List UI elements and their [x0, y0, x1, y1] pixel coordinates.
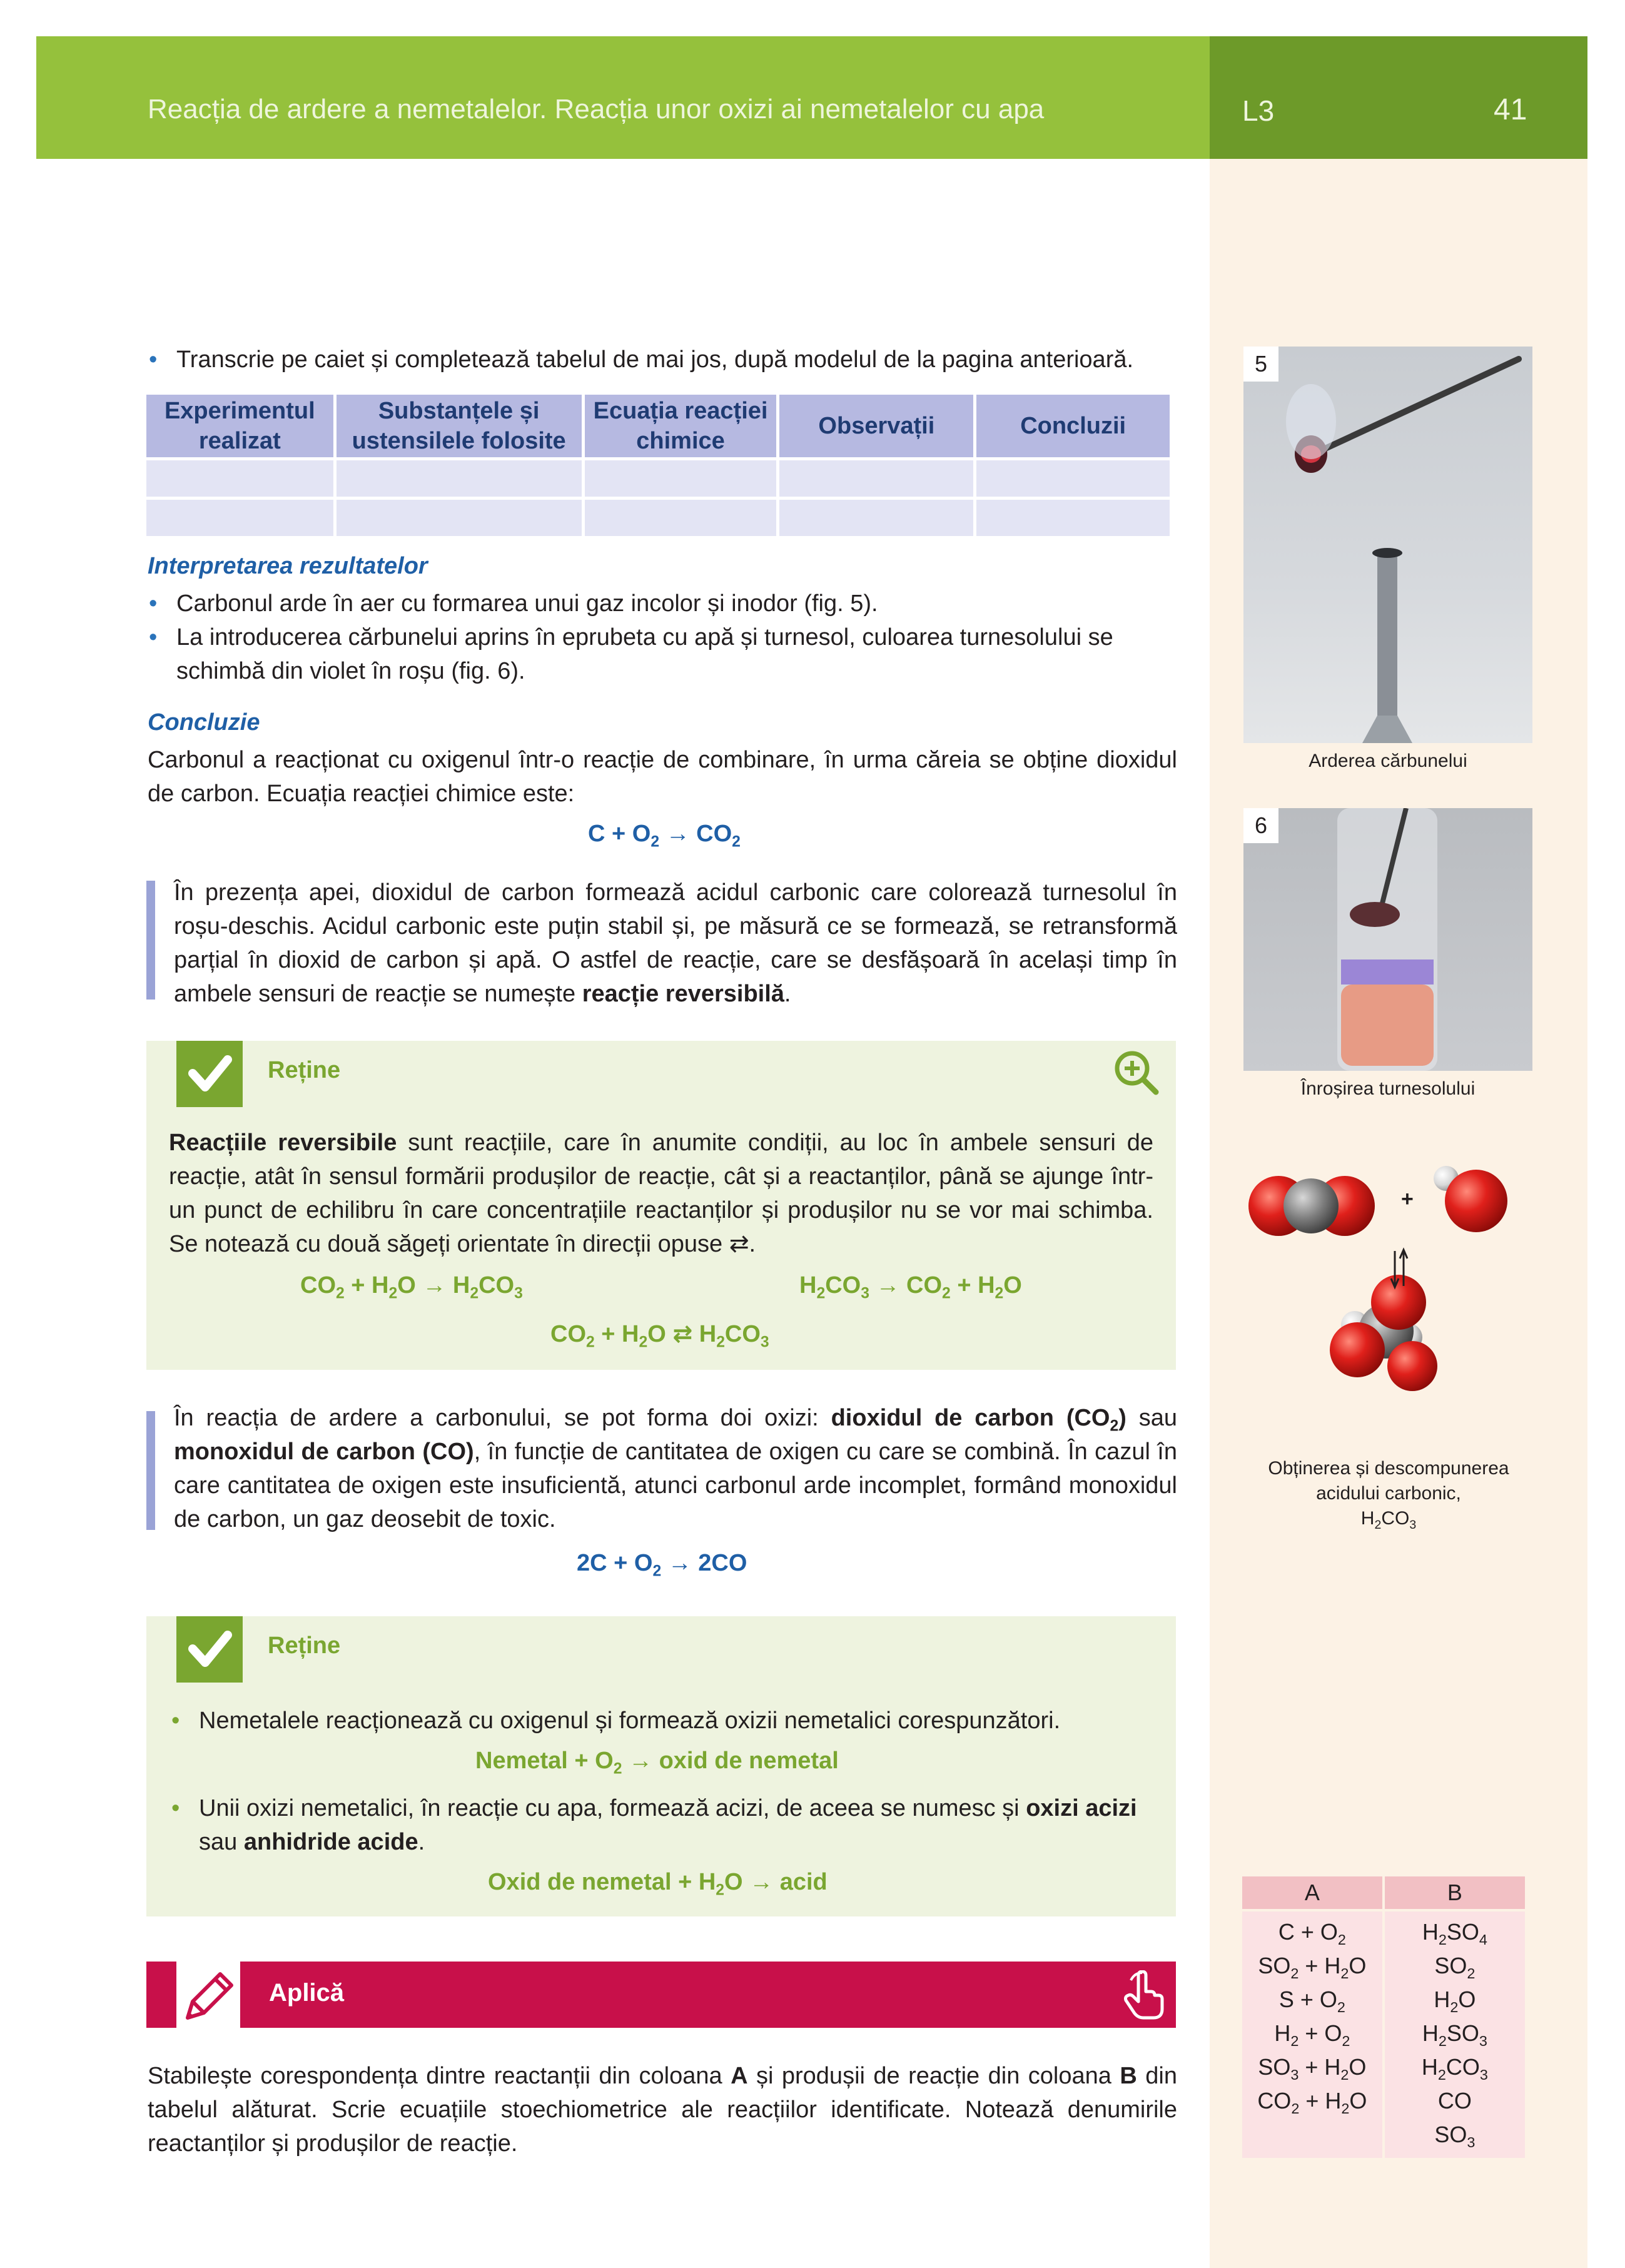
- column-a-header: A: [1242, 1876, 1382, 1909]
- table-cell: [976, 500, 1170, 536]
- table-row: [146, 500, 1170, 536]
- table-header: Substanțele și ustensilele folosite: [337, 395, 582, 457]
- equation-c-o2: $C + O_2 \to CO_2$: [588, 821, 741, 851]
- equation-nonmetal-oxide: Nemetal + $O_2$ → oxid de nemetal: [475, 1748, 839, 1778]
- figure-charcoal-burning: [1243, 347, 1532, 743]
- molecules-caption: Obținerea și descompunerea acidului carbonic, $H_2CO_3$: [1268, 1458, 1509, 1532]
- table-cell: [779, 460, 973, 497]
- page-number: 41: [1494, 93, 1527, 126]
- molecules-illustration: [1213, 1138, 1539, 1414]
- table-cell: [337, 460, 582, 497]
- note-sidebar: [146, 1411, 155, 1530]
- plus-sign: +: [1401, 1187, 1414, 1211]
- equation-reverse: $H_2CO_3 \to CO_2 + H_2O$: [799, 1272, 1022, 1302]
- figure-litmus-red: [1243, 808, 1532, 1071]
- figure-number: 5: [1243, 347, 1278, 382]
- chapter-title: Reacția de ardere a nemetalelor. Reacția unor oxizi ai nemetalelor cu apa: [148, 94, 1045, 124]
- equation-acid-oxide: Oxid de nemetal + $H_2O$ → acid: [488, 1869, 828, 1899]
- table-cell: [585, 460, 777, 497]
- aplica-accent: [146, 1962, 176, 2028]
- pencil-icon: [179, 1965, 239, 2025]
- conclusion-heading: Concluzie: [148, 709, 260, 736]
- retine-label: Reține: [268, 1057, 341, 1083]
- hand-pointer-icon: [1121, 1970, 1167, 2020]
- note-sidebar: [146, 881, 155, 1000]
- figure-caption: Arderea cărbunelui: [1309, 751, 1467, 771]
- lesson-label: L3: [1242, 94, 1275, 127]
- equation-equilibrium: $CO_2 + H_2O$ ⇄ $H_2CO_3$: [550, 1321, 769, 1351]
- figure-number: 6: [1243, 808, 1278, 843]
- table-header: Observații: [779, 395, 973, 457]
- table-cell: [585, 500, 777, 536]
- table-cell: [146, 500, 333, 536]
- note-carbon-oxides: În reacția de ardere a carbonului, se pot forma doi oxizi: dioxidul de carbon $(CO_2)$ sau monoxidul de carbon (CO), în funcție de cantitatea de oxigen cu care se combină. În cazul în care cantitatea de oxigen este insuficientă, atunci carbonul arde incomplet, formând monoxidul de carbon, un gaz deosebit de toxic.: [174, 1405, 1178, 1532]
- aplica-instructions: Stabilește corespondența dintre reactanții din coloana A și produșii de reacție din coloana B din tabelul alăturat. Scrie ecuațiile stoechiometrice ale reacțiilor identificate. Notează denumirile reactanților și produșilor de reacție.: [148, 2063, 1177, 2157]
- table-cell: [976, 460, 1170, 497]
- aplica-label: Aplică: [269, 1979, 345, 2007]
- intro-bullet: • Transcrie pe caiet și completează tabelul de mai jos, după modelul de la pagina anterioară.: [176, 343, 1190, 377]
- retine-label: Reține: [268, 1633, 341, 1659]
- note-reversible: În prezența apei, dioxidul de carbon formează acidul carbonic care colorează turnesolul în roșu-deschis. Acidul carbonic este puțin stabil și, pe măsură ce se formează, se retransformă parțial în dioxid de carbon și apă. O astfel de reacție, care se desfășoară în același timp în ambele sensuri de reacție se numește reacție reversibilă.: [174, 879, 1177, 1007]
- interpretation-heading: Interpretarea rezultatelor: [148, 553, 428, 579]
- check-icon: [176, 1616, 243, 1683]
- retine-bullet: • Nemetalele reacționează cu oxigenul și formează oxizii nemetalici corespunzători.: [199, 1704, 1162, 1738]
- table-cell: [146, 460, 333, 497]
- equation-forward: $CO_2 + H_2O \to H_2CO_3$: [300, 1272, 523, 1302]
- table-header: Ecuația reacției chimice: [585, 395, 777, 457]
- experiment-table: [143, 392, 1173, 539]
- column-b-products: $H_2SO_4$ $SO_2$ $H_2O$ $H_2SO_3$ $H_2CO_3$ CO $SO_3$: [1385, 1911, 1525, 2158]
- interpretation-item: • La introducerea cărbunelui aprins în eprubeta cu apă și turnesol, culoarea turnesolului se schimbă din violet în roșu (fig. 6).: [176, 620, 1177, 688]
- conclusion-text: Carbonul a reacționat cu oxigenul într-o reacție de combinare, în urma căreia se obține dioxidul de carbon. Ecuația reacției chimice este:: [148, 747, 1177, 807]
- column-a-reactants: $C + O_2$ $SO_2 + H_2O$ $S + O_2$ $H_2 + O_2$ $SO_3 + H_2O$ $CO_2 + H_2O$: [1242, 1911, 1382, 2158]
- interpretation-item: • Carbonul arde în aer cu formarea unui gaz incolor și inodor (fig. 5).: [176, 587, 1177, 620]
- correspondence-table: [1240, 1874, 1527, 2160]
- check-icon: [176, 1041, 243, 1107]
- equation-2c-o2: $2C + O_2 \to 2CO$: [577, 1550, 747, 1580]
- figure-caption: Înroșirea turnesolului: [1300, 1078, 1476, 1099]
- table-header: Experimentul realizat: [146, 395, 333, 457]
- table-cell: [337, 500, 582, 536]
- zoom-in-icon[interactable]: [1112, 1048, 1160, 1096]
- table-cell: [779, 500, 973, 536]
- retine-bullet: • Unii oxizi nemetalici, în reacție cu apa, formează acizi, de aceea se numesc și oxizi acizi sau anhidride acide.: [199, 1791, 1162, 1859]
- table-header: Concluzii: [976, 395, 1170, 457]
- table-row: [146, 460, 1170, 497]
- retine-definition: Reacțiile reversibile sunt reacțiile, care în anumite condiții, au loc în ambele sensuri de reacție, atât în sensul formării produșilor de reacție, cât și a reactanților, până se ajunge într-un punct de echilibru în care concentrațiile reactanților și produșilor nu se vor mai schimba. Se notează cu două săgeți orientate în direcții opuse ⇄.: [169, 1130, 1154, 1257]
- column-b-header: B: [1385, 1876, 1525, 1909]
